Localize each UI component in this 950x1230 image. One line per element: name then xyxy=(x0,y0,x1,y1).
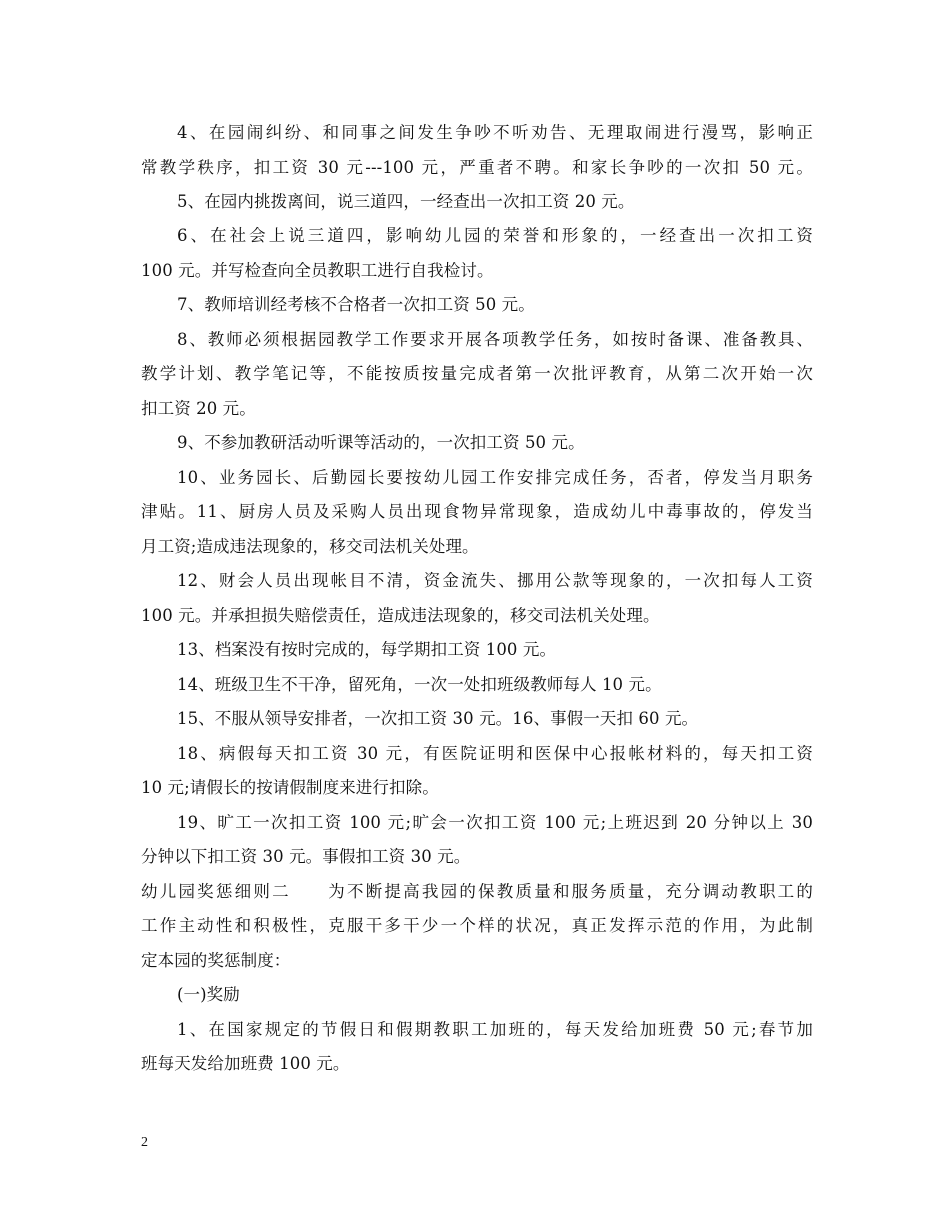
text-line: 工作主动性和积极性，克服干多干少一个样的状况，真正发挥示范的作用，为此制 xyxy=(141,916,813,935)
text-line: 100 元。并承担损失赔偿责任，造成违法现象的，移交司法机关处理。 xyxy=(141,606,660,625)
text-line: 分钟以下扣工资 30 元。事假扣工资 30 元。 xyxy=(141,847,471,866)
text-line: 14、班级卫生不干净，留死角，一次一处扣班级教师每人 10 元。 xyxy=(177,675,662,694)
text-line: 扣工资 20 元。 xyxy=(141,399,256,418)
text-line: 教学计划、教学笔记等，不能按质按量完成者第一次批评教育，从第二次开始一次 xyxy=(141,364,813,383)
text-line: 津贴。11、厨房人员及采购人员出现食物异常现象，造成幼儿中毒事故的，停发当 xyxy=(141,502,813,521)
text-line: 1、在国家规定的节假日和假期教职工加班的，每天发给加班费 50 元;春节加 xyxy=(177,1020,813,1039)
text-line: 7、教师培训经考核不合格者一次扣工资 50 元。 xyxy=(177,295,535,314)
page-number: 2 xyxy=(141,1135,148,1150)
text-line: 15、不服从领导安排者，一次扣工资 30 元。16、事假一天扣 60 元。 xyxy=(177,709,699,728)
text-line: 13、档案没有按时完成的，每学期扣工资 100 元。 xyxy=(177,640,557,659)
text-line: 班每天发给加班费 100 元。 xyxy=(141,1054,350,1073)
text-line: 12、财会人员出现帐目不清，资金流失、挪用公款等现象的，一次扣每人工资 xyxy=(177,571,813,590)
text-line: 月工资;造成违法现象的，移交司法机关处理。 xyxy=(141,537,479,556)
text-line: 5、在园内挑拨离间，说三道四，一经查出一次扣工资 20 元。 xyxy=(177,192,635,211)
text-line: 4、在园闹纠纷、和同事之间发生争吵不听劝告、无理取闹进行漫骂，影响正 xyxy=(177,123,813,142)
text-line: 19、旷工一次扣工资 100 元;旷会一次扣工资 100 元;上班迟到 20 分钟以上 30 xyxy=(177,813,813,832)
subheading-line: (一)奖励 xyxy=(177,985,240,1004)
text-line: 常教学秩序，扣工资 30 元---100 元，严重者不聘。和家长争吵的一次扣 50 元。 xyxy=(141,158,813,177)
text-line: 10 元;请假长的按请假制度来进行扣除。 xyxy=(141,778,439,797)
text-line: 定本园的奖惩制度： xyxy=(141,951,291,970)
text-line: 18、病假每天扣工资 30 元，有医院证明和医保中心报帐材料的，每天扣工资 xyxy=(177,744,813,763)
text-line: 6、在社会上说三道四，影响幼儿园的荣誉和形象的，一经查出一次扣工资 xyxy=(177,226,813,245)
section-heading-line: 幼儿园奖惩细则二 为不断提高我园的保教质量和服务质量，充分调动教职工的 xyxy=(141,882,813,901)
text-line: 100 元。并写检查向全员教职工进行自我检讨。 xyxy=(141,261,494,280)
text-line: 10、业务园长、后勤园长要按幼儿园工作安排完成任务，否者，停发当月职务 xyxy=(177,468,813,487)
text-line: 8、教师必须根据园教学工作要求开展各项教学任务，如按时备课、准备教具、 xyxy=(177,330,813,349)
text-line: 9、不参加教研活动听课等活动的，一次扣工资 50 元。 xyxy=(177,433,585,452)
